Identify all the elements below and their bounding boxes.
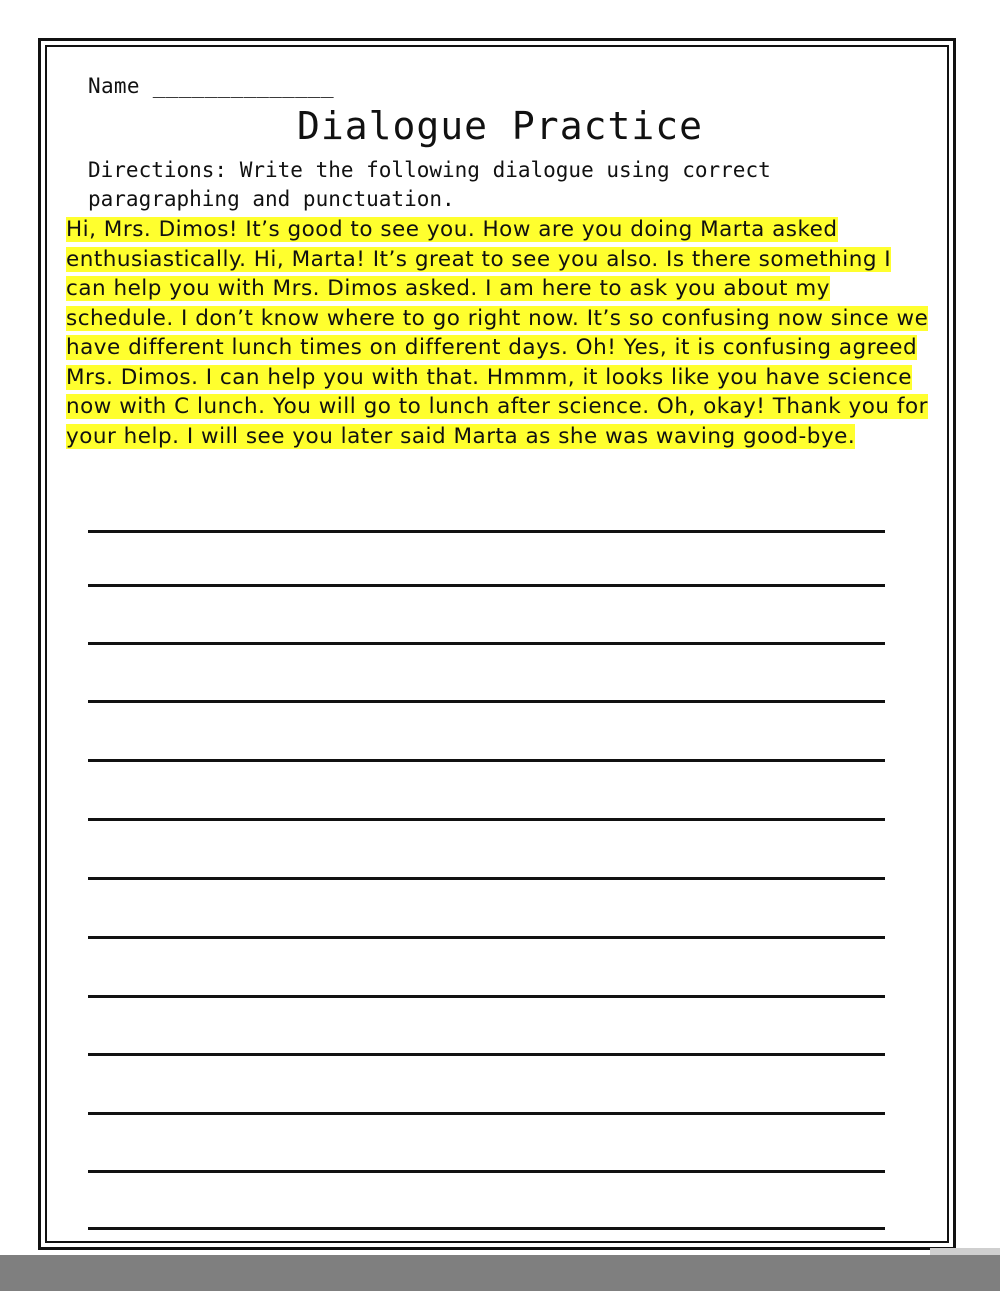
writing-line <box>88 877 885 880</box>
bottom-bar <box>0 1255 1000 1291</box>
highlighted-passage-text: Hi, Mrs. Dimos! It’s good to see you. How are you doing Marta asked enthusiastically. Hi, Marta! It’s great to see you also. Is there something I can help you with Mrs. Dimos asked. I am here to ask you about my schedule. I don’t know where to go right now. It’s so confusing now since we have different lunch times on different days. Oh! Yes, it is confusing agreed Mrs. Dimos. I can help you with that. Hmmm, it looks like you have science now with C lunch. You will go to lunch after science. Oh, okay! Thank you for your help. I will see you later said Marta as she was waving good-bye. <box>66 217 929 449</box>
writing-line <box>88 700 885 703</box>
writing-line <box>88 759 885 762</box>
writing-line <box>88 1053 885 1056</box>
writing-line <box>88 1112 885 1115</box>
writing-line <box>88 584 885 587</box>
writing-line <box>88 936 885 939</box>
writing-line <box>88 642 885 645</box>
name-field-label: Name ______________ <box>88 74 334 98</box>
directions-text: Directions: Write the following dialogue using correct paragraphing and punctuation. <box>88 158 771 211</box>
writing-line <box>88 1170 885 1173</box>
writing-line <box>88 995 885 998</box>
page-title: Dialogue Practice <box>297 104 703 148</box>
writing-line <box>88 818 885 821</box>
dialogue-passage <box>66 215 936 451</box>
writing-line <box>88 530 885 533</box>
writing-line <box>88 1227 885 1230</box>
